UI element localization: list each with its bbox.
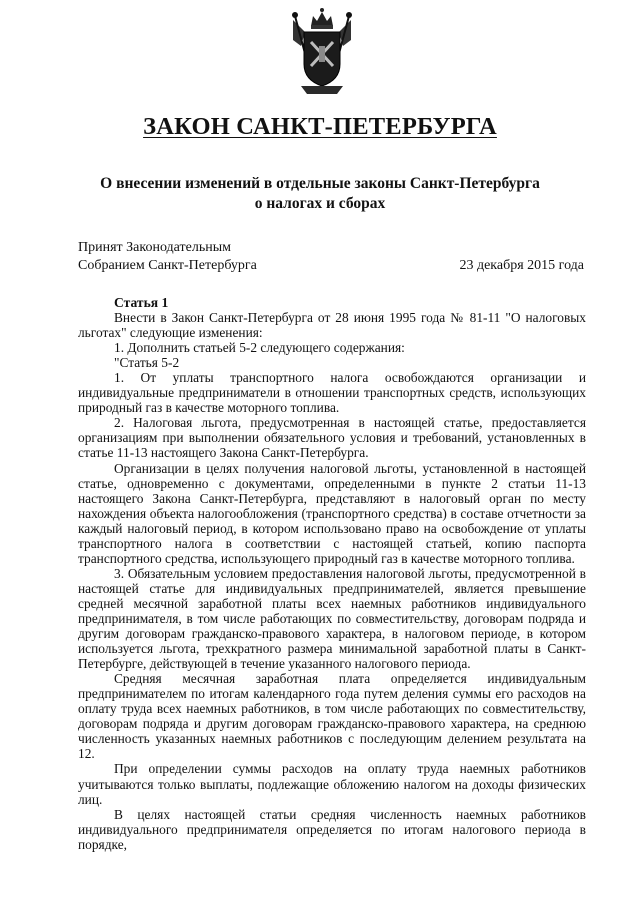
adoption-date: 23 декабря 2015 года — [459, 258, 584, 273]
paragraph: Организации в целях получения налоговой льготы, установленной в настоящей статье, одновременно с документами, определенными в пункте 2 статьи 11-13 настоящего Закона Санкт-Петербурга, представляют в налоговый орган по месту нахождения объекта налогообложения (транспортного средства) в составе отчетности за каждый налоговый период, в котором использовано право на освобождение от уплаты транспортного налога в соответствии с настоящей статьей, копию паспорта транспортного средства, использующего природный газ в качестве моторного топлива. — [78, 460, 586, 566]
page-title: ЗАКОН САНКТ-ПЕТЕРБУРГА — [143, 113, 497, 140]
paragraph: Средняя месячная заработная плата определяется индивидуальным предпринимателем по итогам календарного года путем деления суммы его расходов на оплату труда всех наемных работников, в том числе работающих по совместительству, договорам подряда и другим договорам гражданско-правового характера, на среднюю численность указанных наемных работников с последующим делением результата на 12. — [78, 671, 586, 762]
article-body — [78, 295, 586, 852]
adoption-line-2: Собранием Санкт-Петербурга — [78, 258, 257, 273]
paragraph: "Статья 5-2 — [114, 355, 180, 371]
document-subtitle-line-2: о налогах и сборах — [254, 195, 386, 212]
paragraph: В целях настоящей статьи средняя численность наемных работников индивидуального предпринимателя определяется по итогам налогового периода в порядке, — [78, 806, 586, 852]
article-heading: Статья 1 — [114, 295, 169, 310]
paragraph: 1. От уплаты транспортного налога освобождаются организации и индивидуальные предприниматели в отношении транспортных средств, использующих природный газ в качестве моторного топлива. — [78, 370, 586, 416]
document-subtitle-line-1: О внесении изменений в отдельные законы Санкт-Петербурга — [100, 175, 540, 192]
paragraph: 3. Обязательным условием предоставления налоговой льготы, предусмотренной в настоящей статье для индивидуальных предпринимателей, является превышение средней месячной заработной платы всех наемных работников индивидуального предпринимателя, в том числе работающих по совместительству, договорам подряда и другим договорам гражданско-правового характера, в налоговом периоде, в котором используется льгота, трехкратного размера минимальной заработной платы в Санкт-Петербурге, действующей в течение указанного налогового периода. — [78, 565, 586, 672]
paragraph: 2. Налоговая льгота, предусмотренная в настоящей статье, предоставляется организациям при выполнении обязательного условия и требований, установленных в статье 11-13 настоящего Закона Санкт-Петербурга. — [78, 415, 586, 461]
paragraph: При определении суммы расходов на оплату труда наемных работников учитываются только выплаты, подлежащие обложению налогом на доходы физических лиц. — [78, 761, 586, 807]
paragraph: 1. Дополнить статьей 5-2 следующего содержания: — [114, 340, 405, 356]
adoption-line-1: Принят Законодательным — [78, 240, 231, 255]
saint-petersburg-coat-of-arms-icon — [287, 6, 357, 98]
paragraph: Внести в Закон Санкт-Петербурга от 28 июня 1995 года № 81-11 "О налоговых льготах" следующие изменения: — [78, 310, 586, 341]
